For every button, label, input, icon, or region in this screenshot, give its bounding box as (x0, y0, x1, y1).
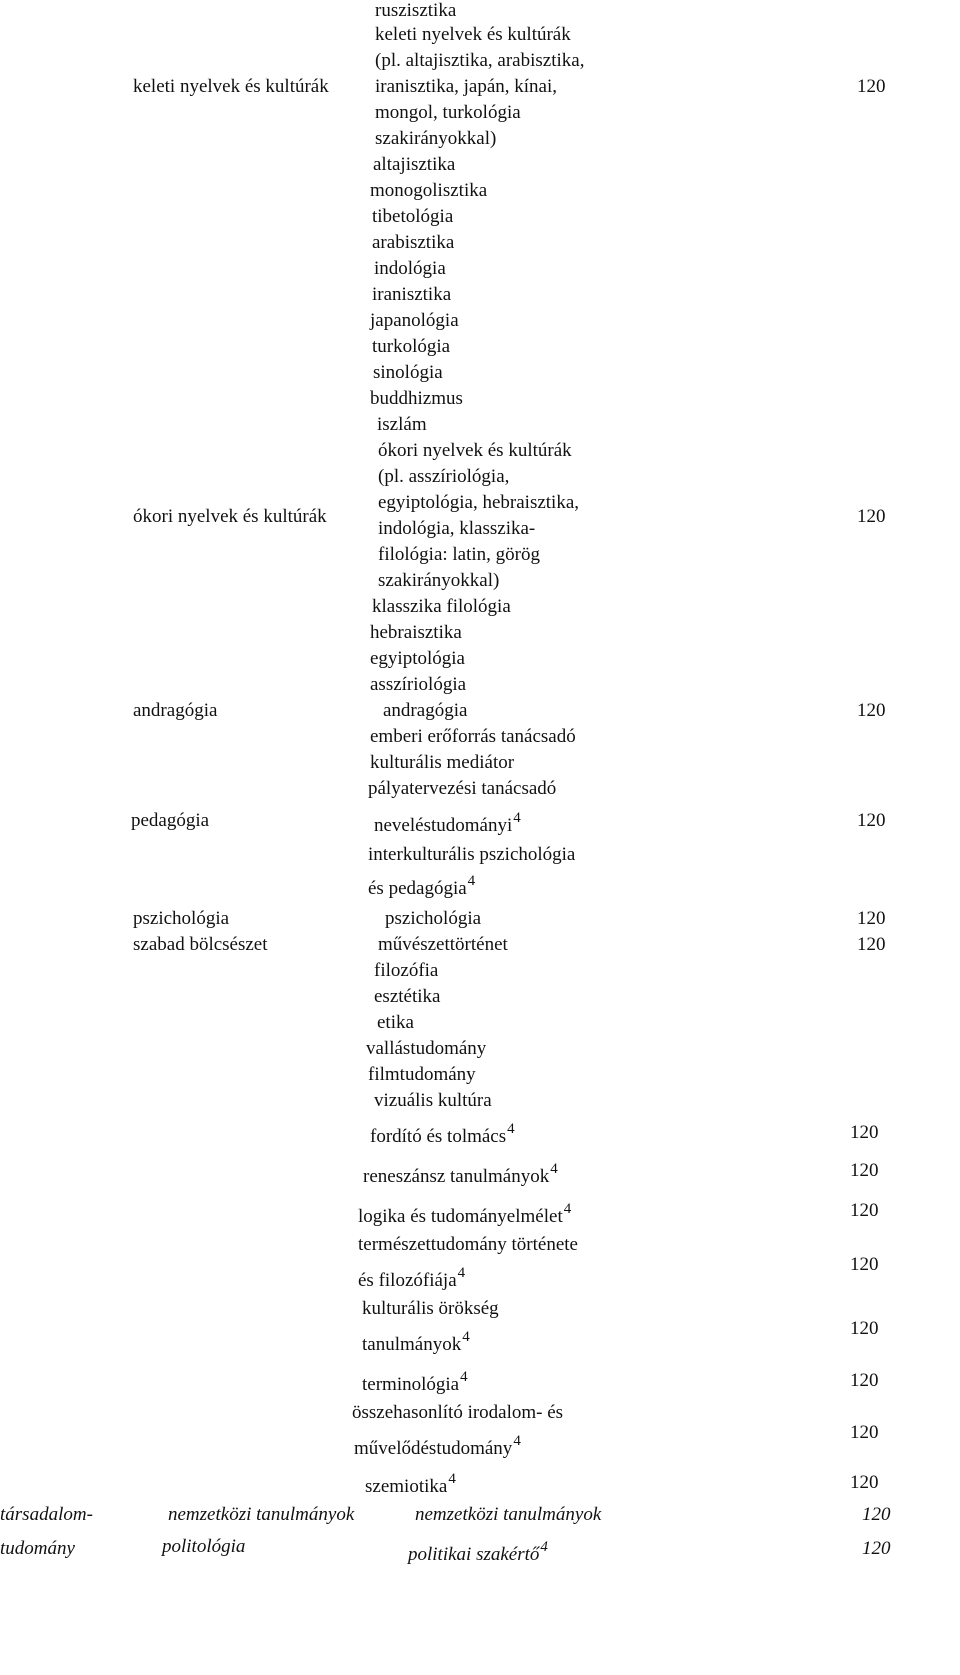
credits-termeszet: 120 (850, 1254, 879, 1275)
area-nemzetkozi: nemzetközi tanulmányok (168, 1504, 355, 1525)
area-pszichologia: pszichológia (133, 908, 230, 929)
credits-szabad: 120 (857, 934, 886, 955)
area-pedagogia: pedagógia (131, 810, 210, 831)
fordito-label: fordító és tolmács (370, 1126, 507, 1147)
sub-interkulturalis-2 (368, 873, 476, 901)
major-termeszettudomany-1: természettudomány története (358, 1234, 578, 1255)
major-okori-4: indológia, klasszika- (378, 518, 536, 539)
footnote-marker: 4 (460, 1369, 468, 1385)
sub-iszlam: iszlám (377, 414, 427, 435)
footnote-marker: 4 (540, 1539, 548, 1555)
credits-pszichologia: 120 (857, 908, 886, 929)
major-okori-6: szakirányokkal) (378, 570, 500, 591)
politikai-szakerto-label: politikai szakértő (408, 1544, 540, 1565)
sub-hebraisztika: hebraisztika (370, 622, 462, 643)
kulturalis-orokseg-label: tanulmányok (362, 1334, 462, 1355)
sub-asszirologia: asszíriológia (370, 674, 467, 695)
major-keleti-line: keleti nyelvek és kultúrák (375, 24, 571, 45)
szemiotika-label: szemiotika (365, 1476, 448, 1497)
footnote-marker: 4 (563, 1201, 572, 1217)
area-okori: ókori nyelvek és kultúrák (133, 506, 327, 527)
footnote-marker: 4 (513, 810, 521, 826)
sub-indologia: indológia (374, 258, 446, 279)
major-terminologia (362, 1369, 468, 1397)
credits-pedagogia: 120 (857, 810, 886, 831)
reneszansz-label: reneszánsz tanulmányok (363, 1166, 550, 1187)
sub-iranisztika: iranisztika (372, 284, 452, 305)
credits-andragogia: 120 (857, 700, 886, 721)
major-keleti-desc-2: iranisztika, japán, kínai, (375, 76, 558, 97)
major-keleti-desc-3: mongol, turkológia (375, 102, 521, 123)
sub-vizualis-kultura: vizuális kultúra (374, 1090, 492, 1111)
major-fordito (370, 1121, 515, 1149)
credits-okori: 120 (857, 506, 886, 527)
sub-sinologia: sinológia (373, 362, 443, 383)
footnote-marker: 4 (513, 1433, 521, 1449)
major-logika (358, 1201, 572, 1229)
footnote-marker: 4 (550, 1161, 558, 1177)
sub-arabisztika: arabisztika (372, 232, 455, 253)
major-keleti-desc-1: (pl. altajisztika, arabisztika, (375, 50, 585, 71)
sub-turkologia: turkológia (372, 336, 451, 357)
major-nemzetkozi: nemzetközi tanulmányok (415, 1504, 602, 1525)
sub-buddhizmus: buddhizmus (370, 388, 463, 409)
major-kulturalis-orokseg-1: kulturális örökség (362, 1298, 499, 1319)
credits-politologia: 120 (862, 1538, 891, 1559)
major-osszehasonlito-2 (354, 1433, 521, 1461)
major-keleti-desc-4: szakirányokkal) (375, 128, 497, 149)
major-ruszisztika: ruszisztika (375, 0, 457, 21)
sub-palyatervezesi: pályatervezési tanácsadó (368, 778, 557, 799)
osszehasonlito-label: művelődéstudomány (354, 1438, 513, 1459)
sub-egyiptologia: egyiptológia (370, 648, 465, 669)
major-nevelestudomanyi (374, 810, 521, 838)
major-okori-3: egyiptológia, hebraisztika, (378, 492, 580, 513)
sub-monogolisztika: monogolisztika (370, 180, 488, 201)
credits-terminologia: 120 (850, 1370, 879, 1391)
credits-nemzetkozi: 120 (862, 1504, 891, 1525)
major-reneszansz (363, 1161, 558, 1189)
sub-japanologia: japanológia (370, 310, 459, 331)
major-pszichologia: pszichológia (385, 908, 482, 929)
credits-oroksegi: 120 (850, 1318, 879, 1339)
terminologia-label: terminológia (362, 1374, 460, 1395)
sub-altajisztika: altajisztika (373, 154, 456, 175)
major-szemiotika (365, 1471, 456, 1499)
sub-filmtudomany: filmtudomány (368, 1064, 476, 1085)
credits-szemiotika: 120 (850, 1472, 879, 1493)
credits-osszehasonlito: 120 (850, 1422, 879, 1443)
credits-keleti: 120 (857, 76, 886, 97)
major-osszehasonlito-1: összehasonlító irodalom- és (352, 1402, 564, 1423)
sub-interkulturalis-1: interkulturális pszichológia (368, 844, 576, 865)
footnote-marker: 4 (507, 1121, 515, 1137)
termeszettudomany-label: és filozófiája (358, 1270, 457, 1291)
major-termeszettudomany-2 (358, 1265, 466, 1293)
area-politologia: politológia (162, 1536, 246, 1557)
credits-logika: 120 (850, 1200, 879, 1221)
interkulturalis-label: és pedagógia (368, 878, 467, 899)
credits-reneszansz: 120 (850, 1160, 879, 1181)
major-kulturalis-orokseg-2 (362, 1329, 470, 1357)
footnote-marker: 4 (448, 1471, 456, 1487)
field-tarsadalom-1: társadalom- (0, 1504, 93, 1525)
sub-emberi-eroforras: emberi erőforrás tanácsadó (370, 726, 576, 747)
sub-klasszika-filologia: klasszika filológia (372, 596, 511, 617)
major-okori-5: filológia: latin, görög (378, 544, 541, 565)
logika-label: logika és tudományelmélet (358, 1206, 563, 1227)
major-politikai-szakerto (408, 1539, 548, 1567)
footnote-marker: 4 (462, 1329, 470, 1345)
footnote-marker: 4 (457, 1265, 466, 1281)
major-muveszettortenet: művészettörténet (378, 934, 508, 955)
sub-kulturalis-mediator: kulturális mediátor (370, 752, 515, 773)
footnote-marker: 4 (467, 873, 476, 889)
sub-vallastudomany: vallástudomány (366, 1038, 487, 1059)
sub-tibetologia: tibetológia (372, 206, 454, 227)
nevelestudomanyi-label: neveléstudományi (374, 815, 513, 836)
area-keleti: keleti nyelvek és kultúrák (133, 76, 329, 97)
field-tarsadalom-2: tudomány (0, 1538, 75, 1559)
sub-filozofia: filozófia (374, 960, 439, 981)
sub-esztetika: esztétika (374, 986, 441, 1007)
sub-etika: etika (377, 1012, 414, 1033)
major-okori-2: (pl. asszíriológia, (378, 466, 510, 487)
major-okori-1: ókori nyelvek és kultúrák (378, 440, 572, 461)
major-andragogia: andragógia (383, 700, 468, 721)
credits-fordito: 120 (850, 1122, 879, 1143)
area-andragogia: andragógia (133, 700, 218, 721)
area-szabad-bolcseszet: szabad bölcsészet (133, 934, 268, 955)
